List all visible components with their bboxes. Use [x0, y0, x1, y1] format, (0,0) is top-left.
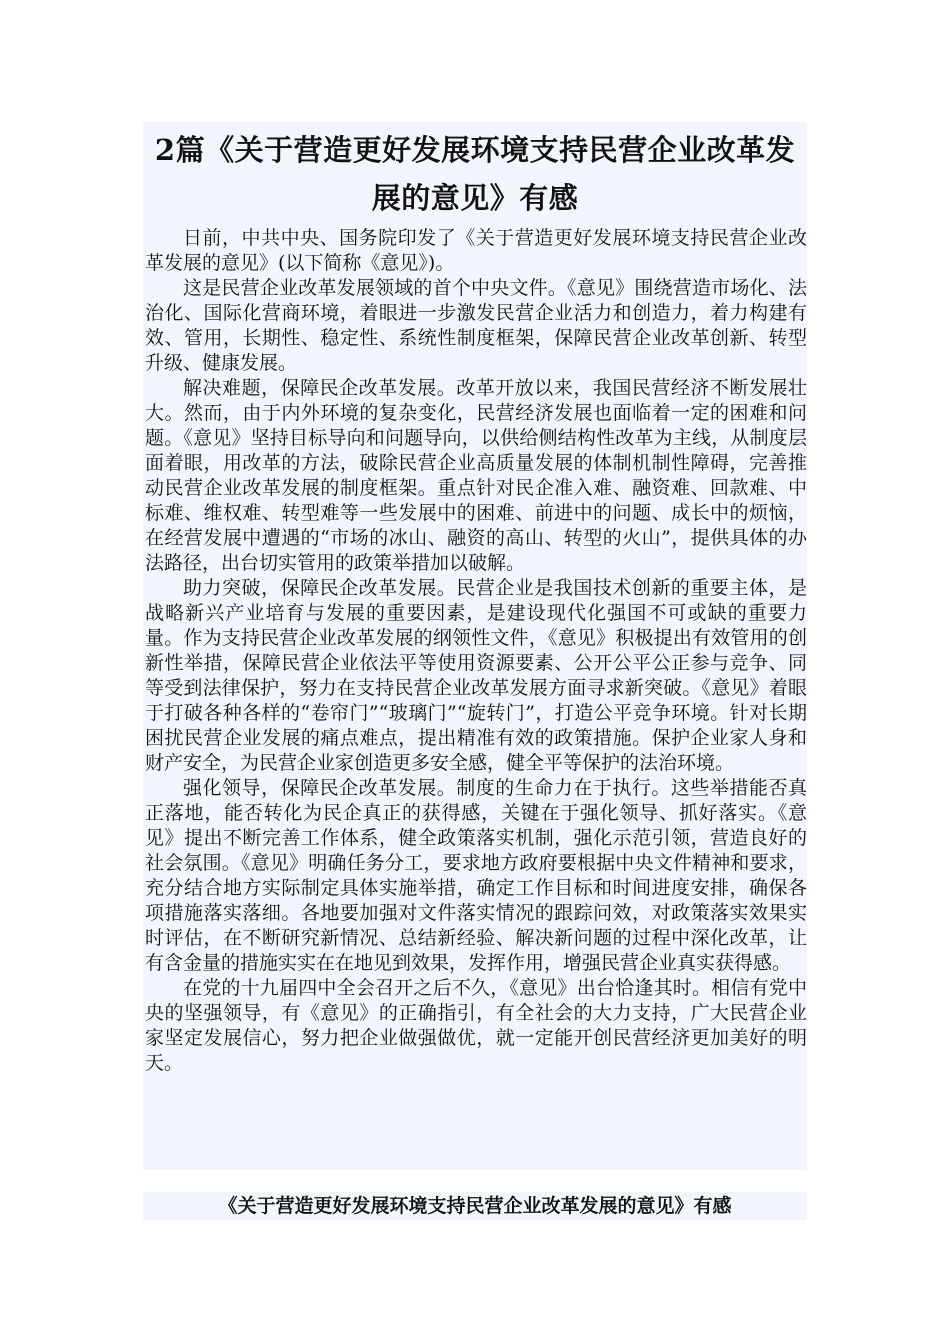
paragraph-strengthen-leadership: 强化领导，保障民企改革发展。制度的生命力在于执行。这些举措能否真正落地，能否转化为民企真正的获得感，关键在于强化领导、抓好落实。《意见》提出不断完善工作体系，健全政策落实机制，强化示范引领，营造良好的社会氛围。《意见》明确任务分工，要求地方政府要根据中央文件精神和要求，充分结合地方实际制定具体实施举措，确定工作目标和时间进度安排，确保各项措施落实落细。各地要加强对文件落实情况的跟踪问效，对政策落实效果实时评估，在不断研究新情况、总结新经验、解决新问题的过程中深化改革，让有含金量的措施实实在在地见到效果，发挥作用，增强民营企业真实获得感。	[145, 777, 807, 974]
paragraph-solve-difficulties: 解决难题，保障民企改革发展。改革开放以来，我国民营经济不断发展壮大。然而，由于内外环境的复杂变化，民营经济发展也面临着一定的困难和问题。《意见》坚持目标导向和问题导向，以供给侧结构性改革为主线，从制度层面着眼，用改革的方法，破除民营企业高质量发展的体制机制性障碍，完善推动民营企业改革发展的制度框架。重点针对民企准入难、融资难、回款难、中标难、维权难、转型难等一些发展中的困难、前进中的问题、成长中的烦恼，在经营发展中遭遇的“市场的冰山、融资的高山、转型的火山”，提供具体的办法路径，出台切实管用的政策举措加以破解。	[145, 377, 807, 574]
paragraph-conclusion: 在党的十九届四中全会召开之后不久，《意见》出台恰逢其时。相信有党中央的坚强领导，有《意见》的正确指引，有全社会的大力支持，广大民营企业家坚定发展信心，努力把企业做强做优，就一定能开创民营经济更加美好的明天。	[145, 977, 807, 1074]
second-article-title: 《关于营造更好发展环境支持民营企业改革发展的意见》有感	[218, 1195, 732, 1217]
paragraph-help-breakthrough: 助力突破，保障民企改革发展。民营企业是我国技术创新的重要主体，是战略新兴产业培育与发展的重要因素，是建设现代化强国不可或缺的重要力量。作为支持民营企业改革发展的纲领性文件，《意见》积极提出有效管用的创新性举措，保障民营企业依法平等使用资源要素、公开公平公正参与竞争、同等受到法律保护，努力在支持民营企业改革发展方面寻求新突破。《意见》着眼于打破各种各样的“卷帘门”“玻璃门”“旋转门”，打造公平竞争环境。针对长期困扰民营企业发展的痛点难点，提出精准有效的政策措施。保护企业家人身和财产安全，为民营企业家创造更多安全感，健全平等保护的法治环境。	[145, 577, 807, 774]
paragraph-first-central-document: 这是民营企业改革发展领域的首个中央文件。《意见》围绕营造市场化、法治化、国际化营商环境，着眼进一步激发民营企业活力和创造力，着力构建有效、管用，长期性、稳定性、系统性制度框架，保障民营企业改革创新、转型升级、健康发展。	[145, 277, 807, 374]
document-body	[145, 226, 807, 1076]
document-title: 2篇《关于营造更好发展环境支持民营企业改革发展的意见》有感	[154, 133, 796, 215]
paragraph-intro: 日前，中共中央、国务院印发了《关于营造更好发展环境支持民营企业改革发展的意见》(以下简称《意见》)。	[145, 227, 807, 274]
